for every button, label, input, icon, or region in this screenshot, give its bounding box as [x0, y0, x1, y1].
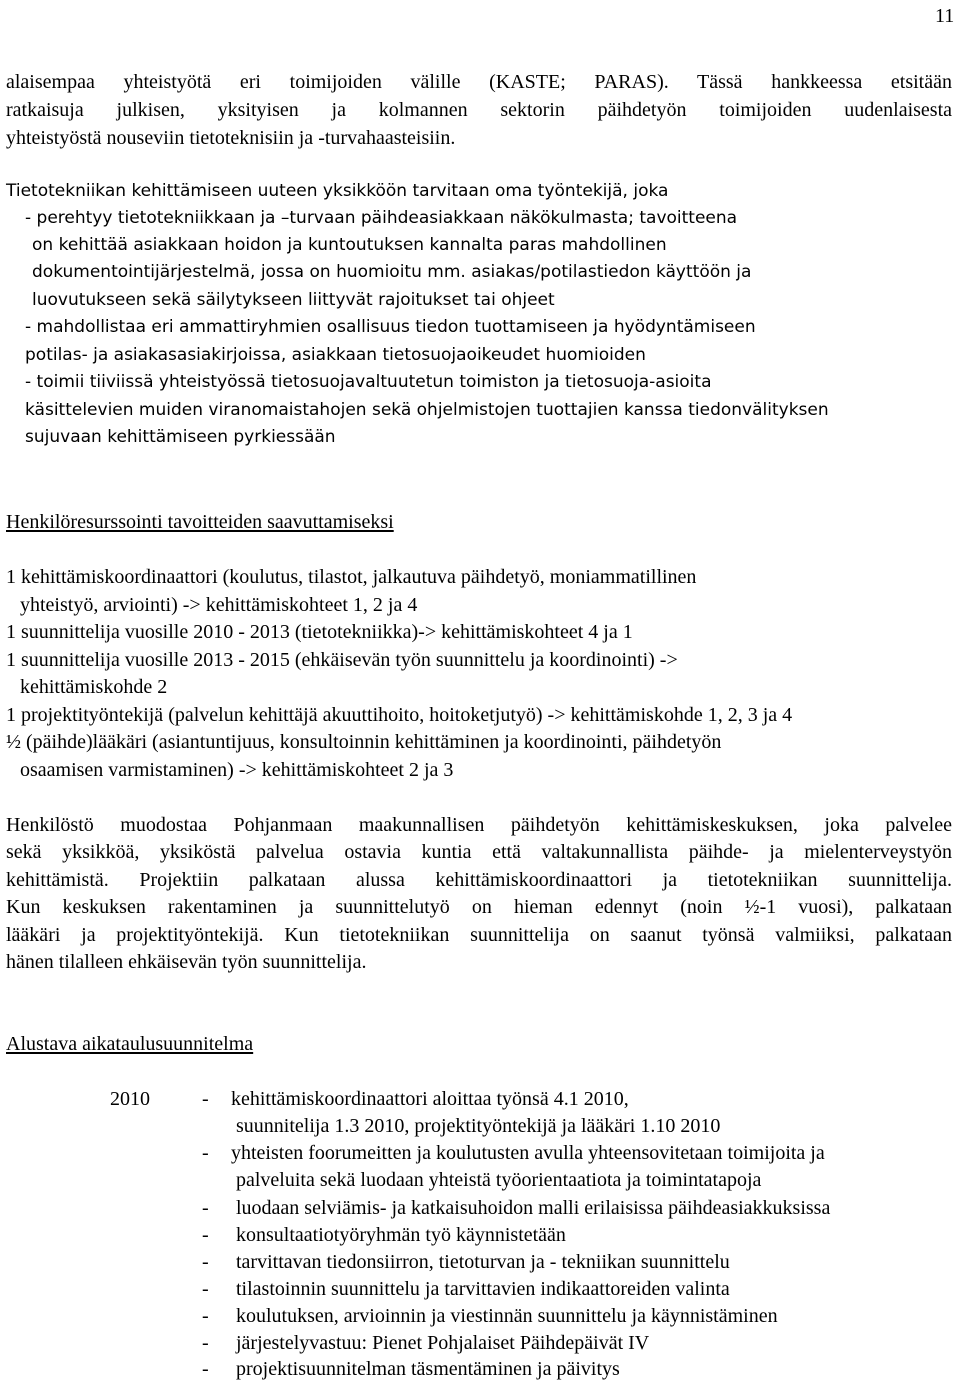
schedule-dash: - [202, 1358, 209, 1380]
hr-line: yhteistyö, arviointi) -> kehittämiskohteet 1, 2 ja 4 [20, 594, 418, 616]
hr-line: 1 kehittämiskoordinaattori (koulutus, tilastot, jalkautuva päihdetyö, moniammatillinen [6, 566, 697, 588]
tech-bullet-line: luovutukseen sekä säilytykseen liittyvät rajoitukset tai ohjeet [32, 290, 555, 310]
intro-line: ratkaisuja julkisen, yksityisen ja kolmannen sektorin päihdetyön toimijoiden uudenlaisesta [6, 99, 952, 121]
schedule-dash: - [202, 1278, 209, 1300]
schedule-item: järjestelyvastuu: Pienet Pohjalaiset Päihdepäivät IV [236, 1332, 650, 1354]
schedule-item: tarvittavan tiedonsiirron, tietoturvan ja - tekniikan suunnittelu [236, 1251, 730, 1273]
hr-line: 1 suunnittelija vuosille 2013 - 2015 (ehkäisevän työn suunnittelu ja koordinointi) -> [6, 649, 678, 671]
hr-line: 1 suunnittelija vuosille 2010 - 2013 (tietotekniikka)-> kehittämiskohteet 4 ja 1 [6, 621, 633, 643]
staff-line: Henkilöstö muodostaa Pohjanmaan maakunnallisen päihdetyön kehittämiskeskuksen, joka palvelee [6, 814, 952, 836]
hr-line: osaamisen varmistaminen) -> kehittämiskohteet 2 ja 3 [20, 759, 454, 781]
schedule-item: yhteisten foorumeitten ja koulutusten avulla yhteensovitetaan toimijoita ja [231, 1142, 825, 1164]
schedule-dash: - [202, 1088, 209, 1110]
schedule-item: projektisuunnitelman täsmentäminen ja päivitys [236, 1358, 620, 1380]
tech-bullet-line: on kehittää asiakkaan hoidon ja kuntoutuksen kannalta paras mahdollinen [32, 235, 667, 255]
hr-heading: Henkilöresurssointi tavoitteiden saavuttamiseksi [6, 511, 394, 533]
schedule-dash: - [202, 1332, 209, 1354]
page-number: 11 [935, 5, 955, 27]
schedule-year: 2010 [110, 1088, 150, 1110]
intro-line: yhteistyöstä nouseviin tietoteknisiin ja -turvahaasteisiin. [6, 127, 456, 149]
schedule-heading: Alustava aikataulusuunnitelma [6, 1033, 254, 1055]
tech-bullet-line: dokumentointijärjestelmä, jossa on huomioitu mm. asiakas/potilastiedon käyttöön ja [32, 262, 752, 282]
staff-line: sekä yksikköä, yksiköstä palvelua ostavia kuntia että valtakunnallista päihde- ja mielenterveystyön [6, 841, 952, 863]
schedule-item: koulutuksen, arvioinnin ja viestinnän suunnittelu ja käynnistäminen [236, 1305, 778, 1327]
schedule-item: tilastoinnin suunnittelu ja tarvittavien indikaattoreiden valinta [236, 1278, 730, 1300]
schedule-dash: - [202, 1142, 209, 1164]
schedule-dash: - [202, 1197, 209, 1219]
schedule-item: suunnitelija 1.3 2010, projektityöntekijä ja lääkäri 1.10 2010 [236, 1115, 721, 1137]
schedule-item: kehittämiskoordinaattori aloittaa työnsä 4.1 2010, [231, 1088, 629, 1110]
staff-line: lääkäri ja projektityöntekijä. Kun tietotekniikan suunnittelija on saanut työnsä valmiiksi, palkataan [6, 924, 952, 946]
intro-line: alaisempaa yhteistyötä eri toimijoiden välille (KASTE; PARAS). Tässä hankkeessa etsitään [6, 71, 952, 93]
schedule-item: palveluita sekä luodaan yhteistä työorientaatiota ja toimintatapoja [236, 1169, 762, 1191]
schedule-item: luodaan selviämis- ja katkaisuhoidon malli erilaisissa päihdeasiakkuksissa [236, 1197, 831, 1219]
tech-bullet-line: käsittelevien muiden viranomaistahojen sekä ohjelmistojen tuottajien kanssa tiedonvälityksen [25, 400, 829, 420]
hr-line: kehittämiskohde 2 [20, 676, 168, 698]
staff-line: kehittämistä. Projektiin palkataan alussa kehittämiskoordinaattori ja tietotekniikan suunnittelija. [6, 869, 952, 891]
schedule-dash: - [202, 1251, 209, 1273]
tech-bullet-line: - perehtyy tietotekniikkaan ja –turvaan päihdeasiakkaan näkökulmasta; tavoitteena [25, 208, 738, 228]
tech-bullet-line: sujuvaan kehittämiseen pyrkiessään [25, 427, 336, 447]
hr-line: 1 projektityöntekijä (palvelun kehittäjä akuuttihoito, hoitoketjutyö) -> kehittämiskohde 1, 2, 3 ja 4 [6, 704, 793, 726]
schedule-item: konsultaatiotyöryhmän työ käynnistetään [236, 1224, 566, 1246]
schedule-dash: - [202, 1224, 209, 1246]
hr-line: ½ (päihde)lääkäri (asiantuntijuus, konsultoinnin kehittäminen ja koordinointi, päihdetyön [6, 731, 722, 753]
tech-bullet-line: - toimii tiiviissä yhteistyössä tietosuojavaltuutetun toimiston ja tietosuoja-asioita [25, 372, 712, 392]
tech-bullet-line: potilas- ja asiakasasiakirjoissa, asiakkaan tietosuojaoikeudet huomioiden [25, 345, 646, 365]
schedule-dash: - [202, 1305, 209, 1327]
staff-line: hänen tilalleen ehkäisevän työn suunnittelija. [6, 951, 367, 973]
tech-intro-line: Tietotekniikan kehittämiseen uuteen yksikköön tarvitaan oma työntekijä, joka [6, 181, 669, 201]
staff-line: Kun keskuksen rakentaminen ja suunnittelutyö on hieman edennyt (noin ½-1 vuosi), palkataan [6, 896, 952, 918]
tech-bullet-line: - mahdollistaa eri ammattiryhmien osallisuus tiedon tuottamiseen ja hyödyntämiseen [25, 317, 756, 337]
